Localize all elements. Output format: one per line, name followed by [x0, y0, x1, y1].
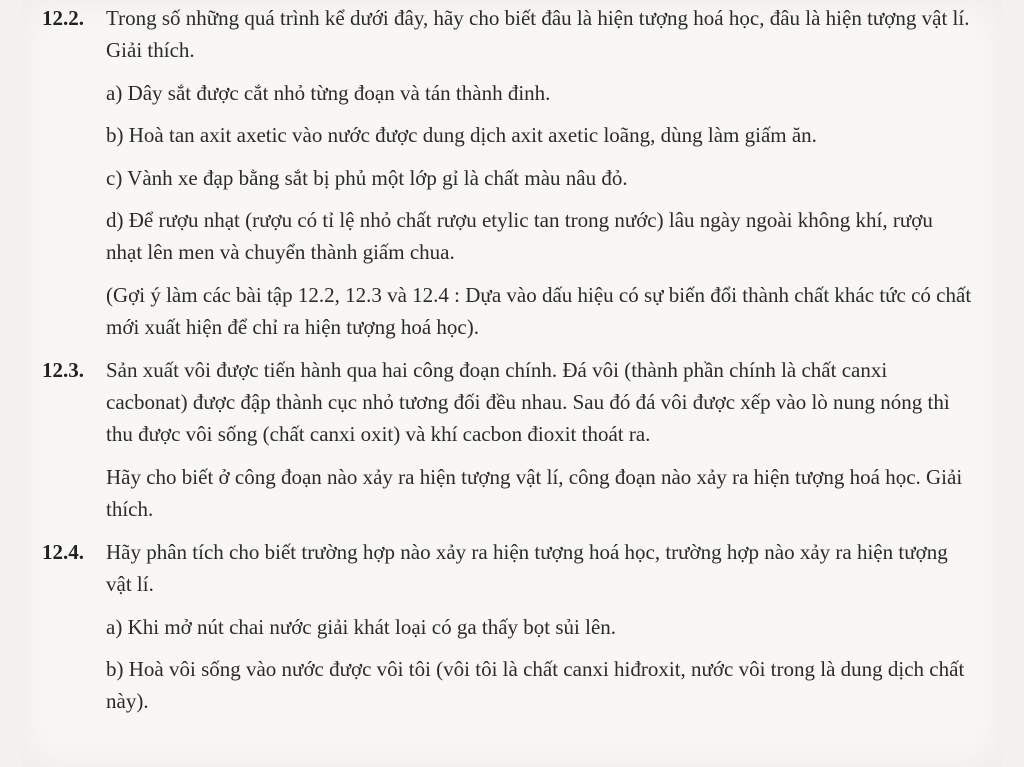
problem-12-3: [42, 354, 972, 526]
problem-item-b: b) Hoà vôi sống vào nước được vôi tôi (vôi tôi là chất canxi hiđroxit, nước vôi trong là dung dịch chất này).: [106, 656, 965, 714]
problem-question: Sản xuất vôi được tiến hành qua hai công đoạn chính. Đá vôi (thành phần chính là chất canxi cacbonat) được đập thành cục nhỏ tương đối đều nhau. Sau đó đá vôi được xếp vào lò nung nóng thì thu được vôi sống (chất canxi oxit) và khí cacbon đioxit thoát ra.: [106, 357, 950, 447]
problem-item-c: c) Vành xe đạp bằng sắt bị phủ một lớp gỉ là chất màu nâu đỏ.: [106, 165, 628, 190]
problem-number: 12.3.: [42, 357, 84, 382]
textbook-page: [22, 0, 1002, 767]
problem-item-a: a) Dây sắt được cắt nhỏ từng đoạn và tán thành đinh.: [106, 80, 551, 105]
problem-12-4: [42, 536, 972, 718]
problem-number: 12.2.: [42, 6, 84, 30]
problem-question: Hãy phân tích cho biết trường hợp nào xảy ra hiện tượng hoá học, trường hợp nào xảy ra hiện tượng vật lí.: [106, 539, 948, 597]
problem-item-a: a) Khi mở nút chai nước giải khát loại có ga thấy bọt sủi lên.: [106, 614, 617, 639]
problem-number: 12.4.: [42, 539, 84, 564]
problem-12-2: [42, 2, 972, 344]
problem-item-b: b) Hoà tan axit axetic vào nước được dung dịch axit axetic loãng, dùng làm giấm ăn.: [106, 123, 817, 148]
problem-item-d: d) Để rượu nhạt (rượu có tỉ lệ nhỏ chất rượu etylic tan trong nước) lâu ngày ngoài không khí, rượu nhạt lên men và chuyển thành giấm chua.: [106, 208, 933, 265]
problem-followup: Hãy cho biết ở công đoạn nào xảy ra hiện tượng vật lí, công đoạn nào xảy ra hiện tượng hoá học. Giải thích.: [106, 464, 963, 522]
page-text: [42, 2, 972, 718]
problem-question: Trong số những quá trình kể dưới đây, hãy cho biết đâu là hiện tượng hoá học, đâu là hiện tượng vật lí. Giải thích.: [106, 6, 970, 63]
problem-hint: (Gợi ý làm các bài tập 12.2, 12.3 và 12.4 : Dựa vào dấu hiệu có sự biến đổi thành chất khác tức có chất mới xuất hiện để chỉ ra hiện tượng hoá học).: [106, 282, 972, 340]
